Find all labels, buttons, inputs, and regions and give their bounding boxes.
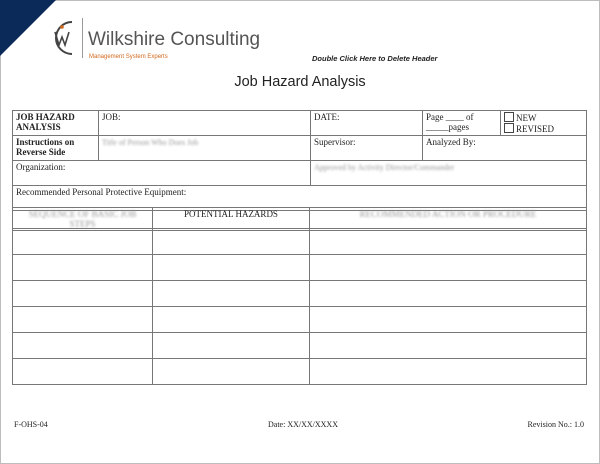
job-label: JOB: — [102, 112, 121, 122]
new-label: NEW — [516, 113, 537, 123]
step-cell[interactable] — [13, 359, 153, 385]
form-title: Job Hazard Analysis — [234, 74, 366, 90]
action-cell[interactable] — [310, 255, 587, 281]
company-name: Wilkshire Consulting — [88, 29, 261, 50]
footer-revision: Revision No.: 1.0 — [527, 420, 584, 429]
page-suffix: _____pages — [426, 122, 469, 132]
step-cell[interactable] — [13, 229, 153, 255]
date-label: DATE: — [314, 112, 340, 122]
date-field[interactable] — [311, 111, 423, 136]
hazard-cell[interactable] — [153, 359, 310, 385]
step-cell[interactable] — [13, 307, 153, 333]
step-cell[interactable] — [13, 255, 153, 281]
table-row — [13, 359, 587, 385]
step-cell[interactable] — [13, 281, 153, 307]
approved-by-placeholder: Approved by Activity Director/Commander — [314, 163, 455, 172]
table-row — [13, 229, 587, 255]
page-count-field[interactable] — [423, 111, 501, 136]
job-title-field[interactable] — [99, 136, 311, 161]
job-field[interactable] — [99, 111, 311, 136]
col-actions-header: RECOMMENDED ACTION OR PROCEDURE — [310, 208, 587, 231]
footer-date: Date: XX/XX/XXXX — [268, 420, 338, 429]
col-steps-header: SEQUENCE OF BASIC JOB STEPS — [13, 208, 153, 231]
job-title-placeholder: Title of Person Who Does Job — [102, 138, 199, 147]
status-checkboxes — [501, 111, 587, 136]
supervisor-field[interactable] — [311, 136, 423, 161]
logo-divider — [82, 18, 83, 58]
hazard-cell[interactable] — [153, 281, 310, 307]
header-fields-table — [12, 110, 587, 211]
instructions-label: Instructions on Reverse Side — [13, 136, 99, 161]
organization-label: Organization: — [16, 162, 66, 172]
table-row — [13, 333, 587, 359]
action-cell[interactable] — [310, 307, 587, 333]
job-hazard-analysis-label: JOB HAZARD ANALYSIS — [13, 111, 99, 136]
page-prefix: Page ____ of — [426, 112, 474, 122]
approved-by-field[interactable] — [311, 161, 587, 186]
analyzed-by-label: Analyzed By: — [426, 137, 476, 147]
organization-field[interactable] — [13, 161, 311, 186]
action-cell[interactable] — [310, 281, 587, 307]
revised-checkbox[interactable] — [504, 123, 514, 133]
supervisor-label: Supervisor: — [314, 137, 356, 147]
table-row — [13, 255, 587, 281]
hazard-cell[interactable] — [153, 229, 310, 255]
table-row — [13, 307, 587, 333]
revised-label: REVISED — [516, 124, 554, 134]
table-row — [13, 281, 587, 307]
hazard-cell[interactable] — [153, 307, 310, 333]
footer-form-code: F-OHS-04 — [14, 420, 48, 429]
col-hazards-header: POTENTIAL HAZARDS — [153, 208, 310, 231]
company-tagline: Management System Experts — [89, 54, 168, 60]
delete-header-note[interactable]: Double Click Here to Delete Header — [312, 54, 438, 63]
hazard-cell[interactable] — [153, 333, 310, 359]
hazard-cell[interactable] — [153, 255, 310, 281]
step-cell[interactable] — [13, 333, 153, 359]
action-cell[interactable] — [310, 333, 587, 359]
action-cell[interactable] — [310, 229, 587, 255]
logo-mark-icon — [42, 16, 80, 60]
analyzed-by-field[interactable] — [423, 136, 587, 161]
analysis-grid — [12, 228, 587, 385]
new-checkbox[interactable] — [504, 112, 514, 122]
ppe-label: Recommended Personal Protective Equipment: — [16, 187, 187, 197]
action-cell[interactable] — [310, 359, 587, 385]
